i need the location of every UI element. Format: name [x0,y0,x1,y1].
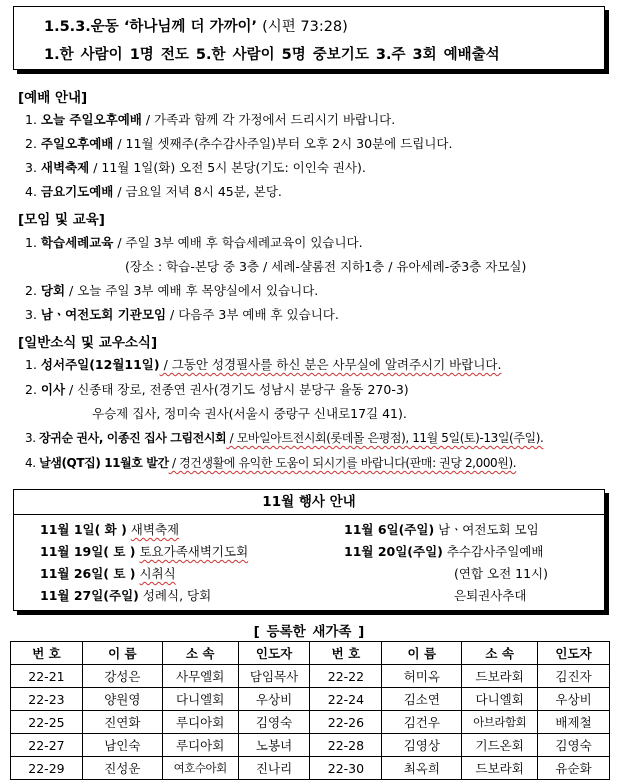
worship-item-2 [25,134,452,152]
worship-item-3 [25,158,366,176]
cell: 허미옥 [382,665,462,688]
event-right-4 [454,586,526,604]
col-header: 소 속 [162,642,238,665]
cell: 남인숙 [82,734,162,757]
events-title: 11월 행사 안내 [14,490,604,515]
item-num: 1. [25,235,37,250]
cell: 드보라회 [462,665,538,688]
item-num: 4. [25,456,36,470]
item-title: 학습세례교육 [40,235,114,250]
item-text: / 모바일아트전시회(롯데몰 은평점), 11월 5일(토)-13일(주일). [226,431,544,445]
col-header: 인도자 [238,642,310,665]
event-name: 성례식, 당회 [142,588,212,603]
cell: 루디아회 [162,734,238,757]
news-item-1 [25,355,501,373]
cell: 김영숙 [238,711,310,734]
cell: 배제철 [538,711,610,734]
event-left-3 [40,564,176,582]
cell: 22-24 [310,688,382,711]
event-date: 11월 6일(주일) [344,522,435,537]
cell: 22-22 [310,665,382,688]
table-row [11,711,610,734]
item-num: 2. [25,382,37,397]
item-text: / 그동안 성경필사를 하신 분은 사무실에 알려주시기 바랍니다. [159,357,502,372]
table-header-row [11,642,610,665]
item-title: 성서주일(12월11일) [40,357,160,372]
item-text: / 가족과 함께 각 가정에서 드리시기 바랍니다. [141,112,396,127]
cell: 다니엘회 [162,688,238,711]
event-right-3 [454,564,548,582]
meeting-item-1 [25,233,363,251]
item-title: 날샘(QT집) 11월호 발간 [39,456,169,470]
cell: 드보라회 [462,757,538,780]
item-num: 3. [25,431,36,445]
news-item-2-second: 우승제 집사, 정미숙 권사(서울시 중랑구 신내로17길 41). [92,406,407,421]
cell: 우상비 [238,688,310,711]
cell: 노봉녀 [238,734,310,757]
news-item-2 [25,380,409,398]
table-row [11,688,610,711]
event-right-1 [344,520,539,538]
item-text: / 신종태 장로, 전종연 권사(경기도 성남시 분당구 율동 270-3) [65,382,409,397]
col-header: 소 속 [462,642,538,665]
cell: 22-30 [310,757,382,780]
event-left-4 [40,586,211,604]
col-header: 이 름 [382,642,462,665]
news-item-4 [25,454,516,471]
event-date: 11월 27일(주일) [40,588,139,603]
header-theme-main: 1.5.3.운동 ‘하나님께 더 가까이’ [44,19,258,35]
header-theme-ref: (시편 73:28) [262,19,348,35]
cell: 진연화 [82,711,162,734]
item-text: / 금요일 저녁 8시 45분, 본당. [113,184,282,199]
families-table [10,641,610,780]
worship-item-1 [25,110,395,128]
cell: 양원영 [82,688,162,711]
section-title-meeting: [모임 및 교육] [18,212,105,228]
cell: 아브라함회 [462,711,538,734]
event-name: 은퇴권사추대 [454,588,527,603]
cell: 루디아회 [162,711,238,734]
cell: 22-21 [11,665,83,688]
table-row [11,734,610,757]
families-title: [ 등록한 새가족 ] [253,624,365,640]
cell: 김진자 [538,665,610,688]
events-box [13,489,605,611]
item-text: / 11월 셋째주(추수감사주일)부터 오후 2시 30분에 드립니다. [113,136,453,151]
item-text: / 다음주 3부 예배 후 있습니다. [166,307,339,322]
table-row [11,665,610,688]
meeting-item-2 [25,281,318,299]
cell: 김건우 [382,711,462,734]
item-title: 오늘 주일오후예배 [40,112,142,127]
event-left-1 [40,520,179,538]
item-num: 2. [25,136,37,151]
event-name: 남ㆍ여전도회 모임 [438,522,539,537]
event-name: 시취식 [139,566,176,581]
cell: 김영상 [382,734,462,757]
item-title: 이사 [40,382,66,397]
item-title: 새벽축제 [40,160,90,175]
event-date: 11월 1일( 화 ) [40,522,127,537]
header-theme [44,15,348,36]
event-name: 추수감사주일예배 [446,544,544,559]
event-date: 11월 26일( 토 ) [40,566,136,581]
item-num: 3. [25,160,37,175]
cell: 진나리 [238,757,310,780]
section-title-worship: [예배 안내] [18,90,88,106]
cell: 김소연 [382,688,462,711]
event-right-2 [344,542,543,560]
item-text: / 경건생활에 유익한 도움이 되시기를 바랍니다(판매: 권당 2,000원). [168,456,517,470]
worship-item-4 [25,182,282,200]
cell: 22-26 [310,711,382,734]
item-num: 1. [25,357,37,372]
news-item-3 [25,429,543,446]
cell: 22-27 [11,734,83,757]
section-title-news: [일반소식 및 교우소식] [18,335,158,351]
header-box [13,6,605,70]
header-goals: 1.한 사람이 1명 전도 5.한 사람이 5명 중보기도 3.주 3회 예배출석 [44,47,500,63]
col-header: 번 호 [11,642,83,665]
cell: 22-28 [310,734,382,757]
item-title: 금요기도예배 [40,184,114,199]
table-row [11,757,610,780]
event-date: 11월 19일( 토 ) [40,544,136,559]
item-title: 당회 [40,283,66,298]
cell: 22-29 [11,757,83,780]
col-header: 이 름 [82,642,162,665]
item-title: 장귀순 권사, 이종진 집사 그림전시회 [39,431,227,445]
event-name: 새벽축제 [130,522,180,537]
cell: 기드온회 [462,734,538,757]
item-text: / 주일 3부 예배 후 학습세례교육이 있습니다. [113,235,363,250]
cell: 22-25 [11,711,83,734]
col-header: 인도자 [538,642,610,665]
item-title: 남ㆍ여전도회 기관모임 [40,307,167,322]
cell: 최옥희 [382,757,462,780]
col-header: 번 호 [310,642,382,665]
cell: 유순화 [538,757,610,780]
event-date: 11월 20일(주일) [344,544,443,559]
cell: 여호수아회 [162,757,238,780]
cell: 다니엘회 [462,688,538,711]
event-name: 토요가족새벽기도회 [139,544,249,559]
item-num: 1. [25,112,37,127]
event-left-2 [40,542,248,560]
cell: 우상비 [538,688,610,711]
item-title: 주일오후예배 [40,136,114,151]
cell: 강성은 [82,665,162,688]
item-num: 4. [25,184,37,199]
event-name: (연합 오전 11시) [454,566,548,581]
meeting-item-3 [25,305,339,323]
meeting-item-1-location: (장소 : 학습-본당 중 3층 / 세례-샬롬전 지하1층 / 유아세례-중3층 자모실) [125,259,527,274]
cell: 사무엘회 [162,665,238,688]
item-num: 3. [25,307,37,322]
item-num: 2. [25,283,37,298]
cell: 김영숙 [538,734,610,757]
item-text: / 11월 1일(화) 오전 5시 본당(기도: 이인숙 권사). [89,160,366,175]
cell: 담임목사 [238,665,310,688]
item-text: / 오늘 주일 3부 예배 후 목양실에서 있습니다. [65,283,319,298]
cell: 진성운 [82,757,162,780]
cell: 22-23 [11,688,83,711]
